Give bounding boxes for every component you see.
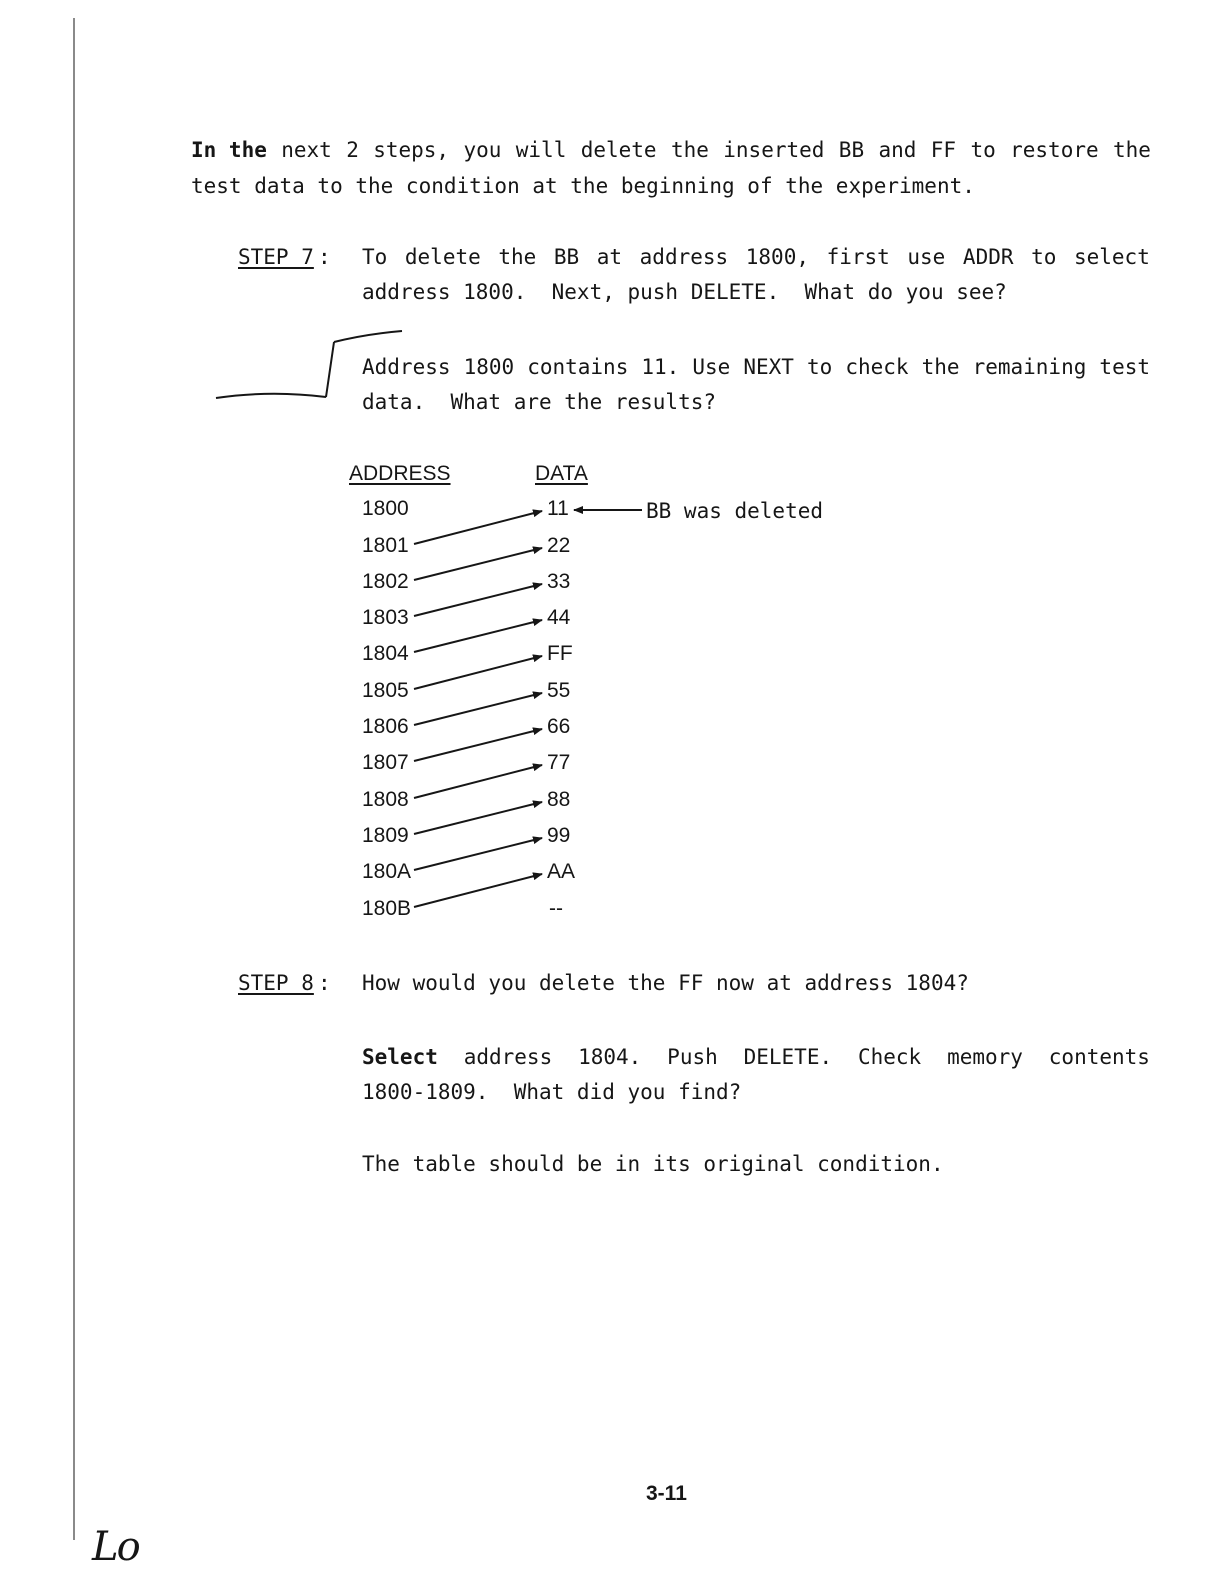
step8-word: Push — [667, 1045, 718, 1069]
shift-arrow — [414, 838, 542, 870]
step8-word: contents — [1048, 1045, 1150, 1069]
step-8-label-text: STEP 8 — [238, 971, 314, 995]
page-number: 3-11 — [646, 1482, 687, 1505]
address-cell: 1807 — [362, 751, 409, 774]
step7-word: use — [907, 245, 946, 269]
step-8-colon: : — [318, 971, 331, 995]
address-cell: 1805 — [362, 679, 409, 702]
intro-word: restore — [1010, 138, 1099, 162]
intro-word: FF — [930, 138, 957, 162]
intro-word: you — [463, 138, 502, 162]
step7-word: address — [639, 245, 729, 269]
address-cell: 1802 — [362, 570, 409, 593]
step-8-conclusion: The table should be in its original condition. — [362, 1152, 944, 1176]
step7-word: select — [1073, 245, 1150, 269]
intro-word: inserted — [723, 138, 825, 162]
shift-arrow — [414, 620, 542, 652]
address-cell: 1809 — [362, 824, 409, 847]
answer-word: Use — [692, 355, 731, 379]
answer-word: to — [806, 355, 833, 379]
address-cell: 1801 — [362, 534, 409, 557]
step7-word: first — [826, 245, 890, 269]
step8-word: memory — [947, 1045, 1023, 1069]
data-cell: 99 — [547, 824, 571, 847]
handwritten-mark: Lo — [92, 1524, 139, 1570]
shift-arrow — [414, 511, 542, 544]
answer-word: 1800 — [463, 355, 515, 379]
step8-word: DELETE. — [743, 1045, 833, 1069]
step-8-answer-line-1 — [362, 1045, 1150, 1069]
step7-word: the — [498, 245, 537, 269]
data-cell: 55 — [547, 679, 571, 702]
intro-word: In the — [191, 138, 267, 162]
step7-word: delete — [404, 245, 481, 269]
shift-arrow — [414, 693, 542, 725]
intro-word: and — [878, 138, 917, 162]
intro-word: BB — [838, 138, 865, 162]
intro-line-2: test data to the condition at the beginning of the experiment. — [191, 174, 975, 198]
data-cell: 88 — [547, 788, 571, 811]
step8-word: 1804. — [578, 1045, 642, 1069]
address-cell: 1806 — [362, 715, 409, 738]
data-cell: 77 — [547, 751, 571, 774]
step-7-answer-line-2: data. What are the results? — [362, 390, 717, 414]
step-7-line-2: address 1800. Next, push DELETE. What do you see? — [362, 280, 1007, 304]
step8-word: Select — [362, 1045, 438, 1069]
data-cell: -- — [549, 897, 563, 920]
answer-word: remaining — [972, 355, 1087, 379]
answer-word: 11. — [641, 355, 680, 379]
step-8-answer-line-2: 1800-1809. What did you find? — [362, 1080, 742, 1104]
shift-arrows — [414, 511, 542, 907]
step-8-label — [238, 971, 314, 995]
data-cell: 44 — [547, 606, 571, 629]
intro-word: 2 — [346, 138, 359, 162]
data-cell: 11 — [547, 497, 569, 520]
step7-word: To — [362, 245, 388, 269]
deleted-note: BB was deleted — [646, 499, 824, 523]
answer-word: NEXT — [743, 355, 794, 379]
intro-word: next — [281, 138, 332, 162]
answer-word: check — [845, 355, 909, 379]
data-cell: 22 — [547, 534, 571, 557]
address-cell: 1808 — [362, 788, 409, 811]
shift-arrow — [414, 656, 542, 689]
step-7-colon: : — [318, 245, 331, 269]
address-cell: 1803 — [362, 606, 409, 629]
data-column-header: DATA — [535, 462, 588, 485]
answer-word: Address — [362, 355, 451, 379]
step7-word: to — [1031, 245, 1057, 269]
answer-word: test — [1099, 355, 1150, 379]
data-cell: 66 — [547, 715, 571, 738]
answer-word: contains — [527, 355, 629, 379]
step8-word: Check — [857, 1045, 922, 1069]
intro-word: delete — [580, 138, 657, 162]
answer-word: the — [921, 355, 960, 379]
step-8-question: How would you delete the FF now at address 1804? — [362, 971, 969, 995]
data-cell: AA — [547, 860, 576, 883]
step7-word: 1800, — [745, 245, 809, 269]
shift-arrow — [414, 584, 542, 616]
address-cell: 1804 — [362, 642, 409, 665]
data-cell: 33 — [547, 570, 571, 593]
intro-word: to — [970, 138, 996, 162]
address-column-header: ADDRESS — [349, 462, 451, 485]
address-cell: 180A — [362, 860, 412, 883]
address-cell: 180B — [362, 897, 412, 920]
shift-arrow — [414, 802, 542, 834]
step7-word: BB — [553, 245, 580, 269]
shift-arrow — [414, 874, 542, 907]
step7-word: ADDR — [962, 245, 1014, 269]
hand-bracket — [216, 331, 402, 398]
intro-word: the — [670, 138, 709, 162]
intro-word: the — [1113, 138, 1151, 162]
shift-arrow — [414, 765, 542, 798]
intro-word: steps, — [373, 138, 450, 162]
step8-word: address — [463, 1045, 553, 1069]
shift-arrow — [414, 548, 542, 580]
shift-arrow — [414, 729, 542, 761]
address-cell: 1800 — [362, 497, 409, 520]
step-7-label-text: STEP 7 — [238, 245, 314, 269]
data-cell: FF — [547, 642, 573, 665]
step7-word: at — [596, 245, 623, 269]
intro-word: will — [515, 138, 567, 162]
